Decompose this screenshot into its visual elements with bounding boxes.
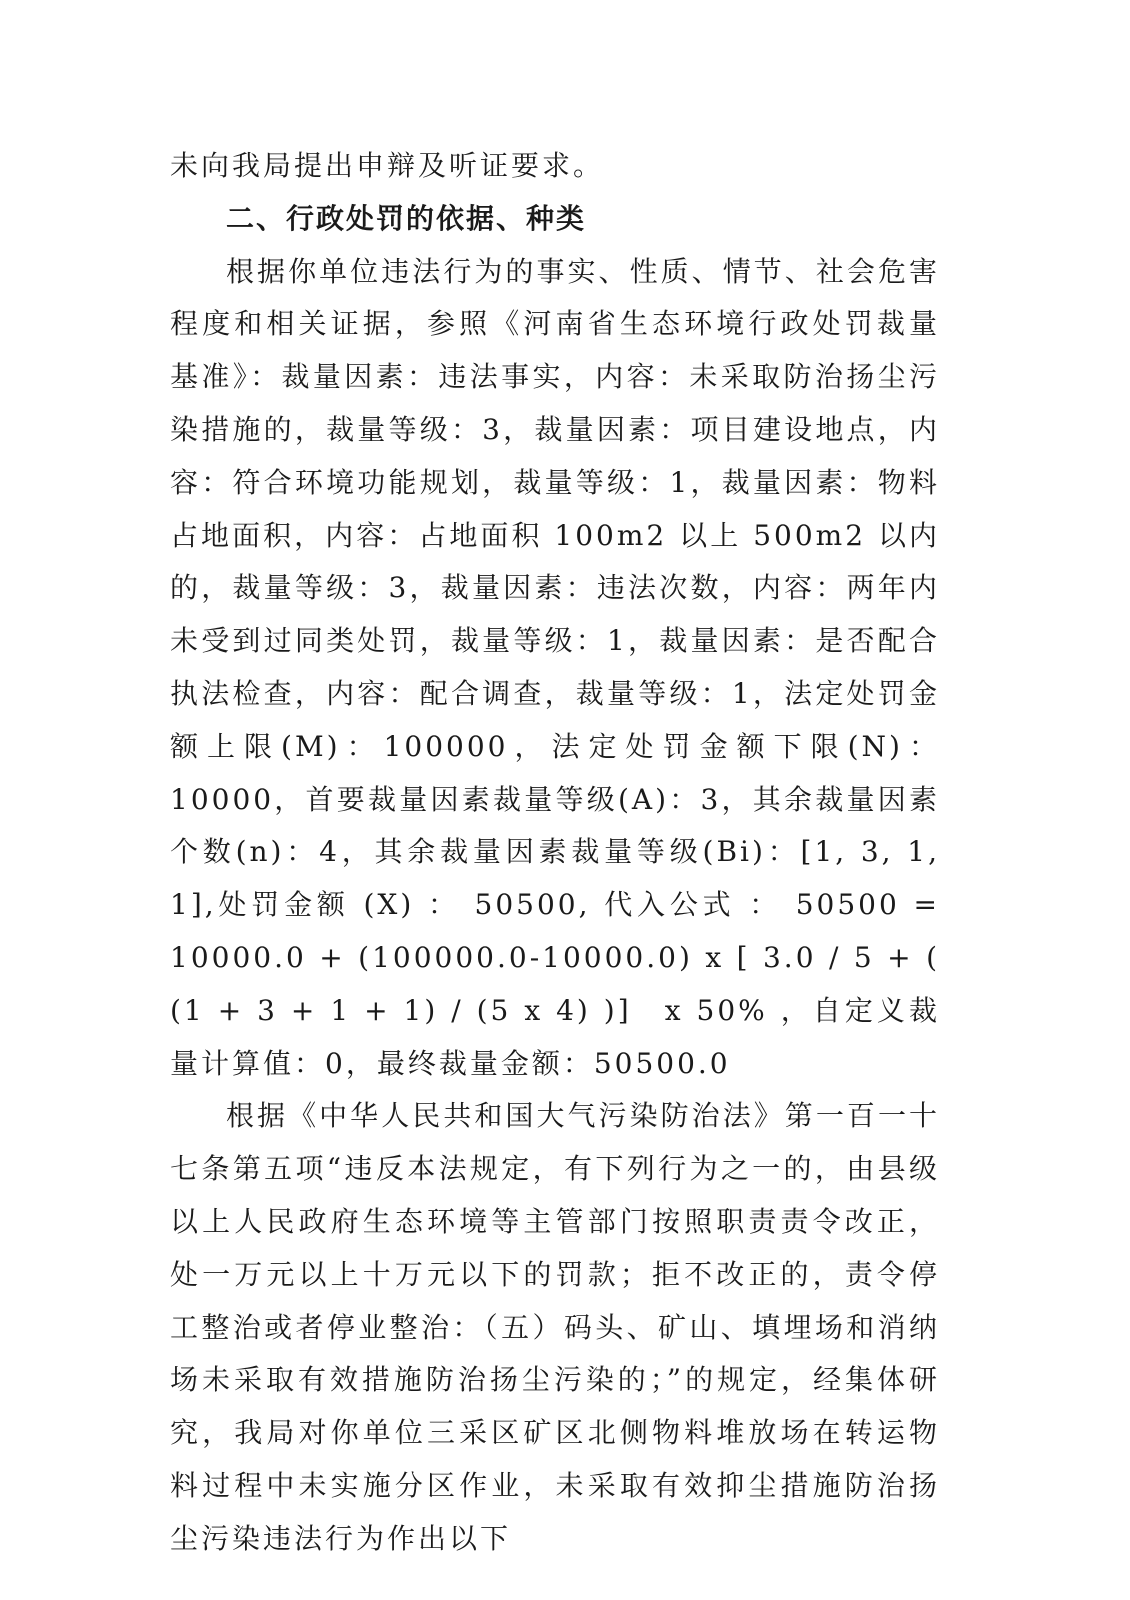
- document-body: [170, 140, 940, 1566]
- discretion-basis-paragraph: 根据你单位违法行为的事实、性质、情节、社会危害程度和相关证据，参照《河南省生态环境行政处罚裁量基准》：裁量因素：违法事实，内容：未采取防治扬尘污染措施的，裁量等级：3，裁量因素：项目建设地点，内容：符合环境功能规划，裁量等级：1，裁量因素：物料占地面积，内容：占地面积 100m2 以上 500m2 以内的，裁量等级：3，裁量因素：违法次数，内容：两年内未受到过同类处罚，裁量等级：1，裁量因素：是否配合执法检查，内容：配合调查，裁量等级：1，法定处罚金额上限(M)：100000，法定处罚金额下限(N)：10000，首要裁量因素裁量等级(A)：3，其余裁量因素个数(n)：4，其余裁量因素裁量等级(Bi)：[1, 3, 1, 1],处罚金额 (X) ： 50500, 代入公式 ： 50500 = 10000.0 + (100000.0-10000.0) x [ 3.0 / 5 + ( (1 + 3 + 1 + 1) / (5 x 4) )] x 50% ，自定义裁量计算值：0，最终裁量金额：50500.0: [170, 254, 940, 1080]
- section-heading: 二、行政处罚的依据、种类: [226, 201, 587, 235]
- continued-paragraph: 未向我局提出申辩及听证要求。: [170, 149, 605, 182]
- legal-basis-paragraph: 根据《中华人民共和国大气污染防治法》第一百一十七条第五项“违反本法规定，有下列行为之一的，由县级以上人民政府生态环境等主管部门按照职责责令改正，处一万元以上十万元以下的罚款；拒不改正的，责令停工整治或者停业整治：（五）码头、矿山、填埋场和消纳场未采取有效措施防治扬尘污染的；”的规定，经集体研究，我局对你单位三采区矿区北侧物料堆放场在转运物料过程中未实施分区作业，未采取有效抑尘措施防治扬尘污染违法行为作出以下: [170, 1099, 940, 1555]
